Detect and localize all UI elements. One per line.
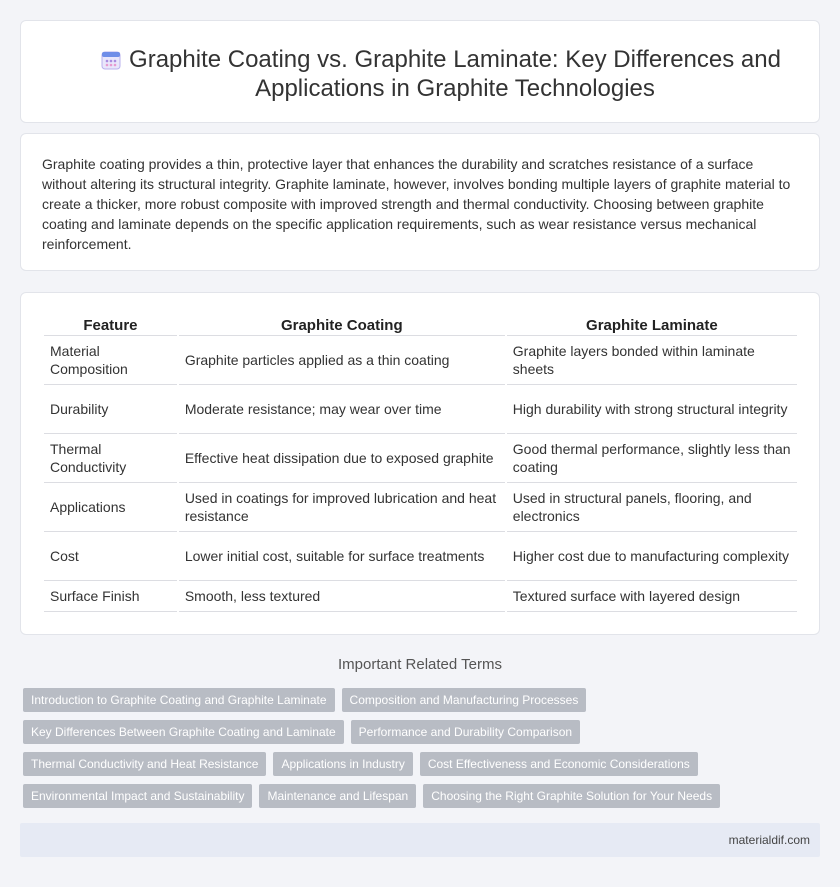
intro-card xyxy=(20,133,820,271)
table-cell-laminate: Textured surface with layered design xyxy=(507,581,797,612)
intro-paragraph: Graphite coating provides a thin, protective layer that enhances the durability and scratches resistance of a surface without altering its structural integrity. Graphite laminate, however, involves bonding multiple layers of graphite material to create a thicker, more robust composite with improved strength and thermal conductivity. Choosing between graphite coating and laminate depends on the specific application requirements, such as wear resistance versus mechanical reinforcement. xyxy=(42,156,791,252)
table-header-row xyxy=(44,311,797,336)
tag-row xyxy=(23,688,823,712)
header-feature: Feature xyxy=(44,311,177,336)
related-term-tag[interactable]: Performance and Durability Comparison xyxy=(351,720,580,744)
related-term-tag[interactable]: Cost Effectiveness and Economic Considerations xyxy=(420,752,698,776)
title-card xyxy=(20,20,820,123)
table-cell-feature: Surface Finish xyxy=(44,581,177,612)
comparison-table-card xyxy=(20,292,820,635)
table-row xyxy=(44,483,797,532)
table-cell-feature: Applications xyxy=(44,483,177,532)
related-terms-heading: Important Related Terms xyxy=(338,656,502,673)
related-term-tag[interactable]: Applications in Industry xyxy=(273,752,412,776)
table-cell-laminate: Graphite layers bonded within laminate sheets xyxy=(507,336,797,385)
table-cell-feature: Thermal Conductivity xyxy=(44,434,177,483)
table-cell-coating: Moderate resistance; may wear over time xyxy=(179,385,505,434)
table-cell-laminate: High durability with strong structural integrity xyxy=(507,385,797,434)
related-term-tag[interactable]: Choosing the Right Graphite Solution for Your Needs xyxy=(423,784,720,808)
related-term-tag[interactable]: Key Differences Between Graphite Coating and Laminate xyxy=(23,720,344,744)
table-cell-coating: Used in coatings for improved lubrication and heat resistance xyxy=(179,483,505,532)
table-cell-coating: Lower initial cost, suitable for surface treatments xyxy=(179,532,505,581)
footer-site-link[interactable]: materialdif.com xyxy=(728,833,810,847)
footer xyxy=(20,823,820,857)
page-title: Graphite Coating vs. Graphite Laminate: Key Differences and Applications in Graphite Technologies xyxy=(129,46,781,102)
tag-row xyxy=(23,720,823,744)
related-term-tag[interactable]: Maintenance and Lifespan xyxy=(259,784,416,808)
related-terms-tags xyxy=(23,688,823,816)
table-cell-coating: Smooth, less textured xyxy=(179,581,505,612)
related-term-tag[interactable]: Composition and Manufacturing Processes xyxy=(342,688,587,712)
tag-row xyxy=(23,752,823,776)
table-row xyxy=(44,532,797,581)
table-row xyxy=(44,385,797,434)
table-cell-laminate: Used in structural panels, flooring, and electronics xyxy=(507,483,797,532)
tag-row xyxy=(23,784,823,808)
table-cell-coating: Graphite particles applied as a thin coating xyxy=(179,336,505,385)
table-cell-laminate: Good thermal performance, slightly less than coating xyxy=(507,434,797,483)
calendar-icon xyxy=(100,49,122,71)
table-row xyxy=(44,434,797,483)
comparison-table xyxy=(42,311,799,612)
related-term-tag[interactable]: Thermal Conductivity and Heat Resistance xyxy=(23,752,266,776)
header-graphite-laminate: Graphite Laminate xyxy=(507,311,797,336)
related-term-tag[interactable]: Introduction to Graphite Coating and Graphite Laminate xyxy=(23,688,335,712)
table-cell-laminate: Higher cost due to manufacturing complexity xyxy=(507,532,797,581)
table-cell-feature: Cost xyxy=(44,532,177,581)
table-cell-feature: Material Composition xyxy=(44,336,177,385)
table-row xyxy=(44,581,797,612)
table-cell-feature: Durability xyxy=(44,385,177,434)
table-row xyxy=(44,336,797,385)
related-term-tag[interactable]: Environmental Impact and Sustainability xyxy=(23,784,252,808)
header-graphite-coating: Graphite Coating xyxy=(179,311,505,336)
table-cell-coating: Effective heat dissipation due to exposed graphite xyxy=(179,434,505,483)
